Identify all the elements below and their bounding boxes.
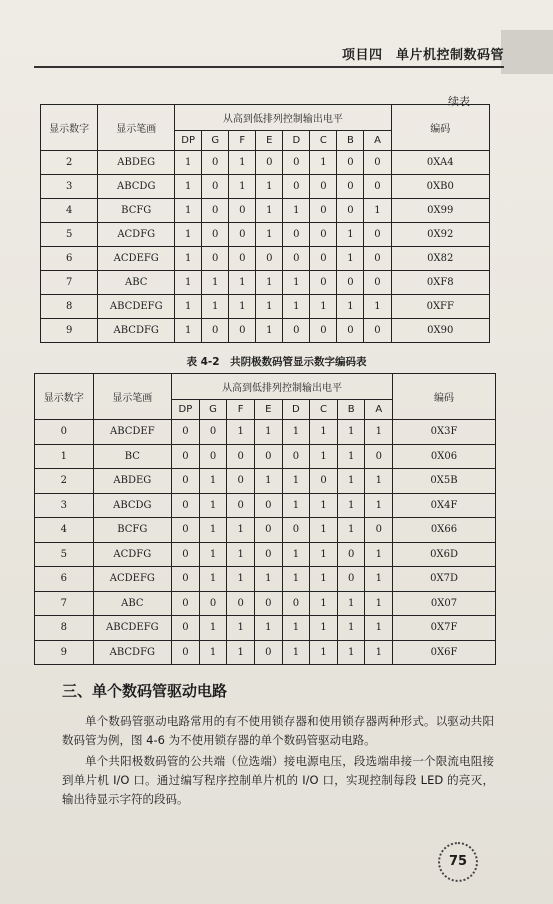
- bit-header-b: B: [337, 400, 365, 420]
- cell-segments: ABC: [98, 271, 175, 295]
- cell-bit: 0: [310, 223, 337, 247]
- cell-code: 0X4F: [393, 493, 496, 518]
- cell-bit: 0: [227, 444, 255, 469]
- bit-header-dp: DP: [175, 131, 202, 151]
- bit-header-a: A: [365, 400, 393, 420]
- cell-bit: 0: [172, 591, 200, 616]
- cell-bit: 1: [310, 542, 338, 567]
- cell-code: 0X5B: [393, 469, 496, 494]
- cell-bit: 0: [172, 567, 200, 592]
- header-code: 编码: [391, 105, 489, 151]
- cell-bit: 1: [337, 616, 365, 641]
- cell-bit: 0: [282, 518, 310, 543]
- cell-bit: 0: [310, 271, 337, 295]
- cell-bit: 1: [175, 319, 202, 343]
- cell-segments: ABCDEFG: [98, 295, 175, 319]
- cell-bit: 1: [254, 420, 282, 445]
- cell-bit: 0: [172, 616, 200, 641]
- cell-bit: 1: [337, 640, 365, 665]
- cell-bit: 0: [337, 199, 364, 223]
- cell-bit: 1: [337, 493, 365, 518]
- cell-bit: 1: [337, 247, 364, 271]
- cell-bit: 1: [365, 591, 393, 616]
- cell-bit: 0: [202, 247, 229, 271]
- cell-segments: BC: [93, 444, 171, 469]
- cell-bit: 1: [256, 271, 283, 295]
- cell-bit: 0: [254, 444, 282, 469]
- cell-bit: 0: [337, 271, 364, 295]
- cell-bit: 1: [256, 199, 283, 223]
- table-row: [35, 542, 496, 567]
- cell-bit: 0: [283, 319, 310, 343]
- table-row: [35, 469, 496, 494]
- cell-bit: 0: [310, 175, 337, 199]
- cell-bit: 1: [199, 493, 227, 518]
- cell-bit: 1: [337, 223, 364, 247]
- cell-bit: 0: [310, 247, 337, 271]
- table-row: [41, 319, 490, 343]
- cell-bit: 0: [310, 469, 338, 494]
- paragraph-1: 单个数码管驱动电路常用的有不使用锁存器和使用锁存器两种形式。以驱动共阳数码管为例，图 4-6 为不使用锁存器的单个数码管驱动电路。: [62, 714, 494, 747]
- header-digit: 显示数字: [35, 374, 94, 420]
- cell-code: 0XFF: [391, 295, 489, 319]
- cell-bit: 0: [337, 542, 365, 567]
- cell-bit: 1: [337, 295, 364, 319]
- cell-bit: 1: [227, 420, 255, 445]
- cell-code: 0X92: [391, 223, 489, 247]
- cell-bit: 1: [365, 542, 393, 567]
- continued-label: 续表: [448, 95, 470, 108]
- cell-code: 0XB0: [391, 175, 489, 199]
- cell-bit: 1: [364, 295, 391, 319]
- cell-bit: 1: [282, 616, 310, 641]
- cell-digit: 1: [35, 444, 94, 469]
- bit-header-g: G: [199, 400, 227, 420]
- cell-code: 0X90: [391, 319, 489, 343]
- bit-header-g: G: [202, 131, 229, 151]
- cell-bit: 1: [229, 175, 256, 199]
- cell-segments: ACDFG: [93, 542, 171, 567]
- bit-header-b: B: [337, 131, 364, 151]
- header-digit: 显示数字: [41, 105, 98, 151]
- cell-code: 0X82: [391, 247, 489, 271]
- cell-bit: 0: [229, 319, 256, 343]
- cell-bit: 1: [364, 199, 391, 223]
- cell-bit: 0: [365, 444, 393, 469]
- cell-bit: 0: [202, 199, 229, 223]
- cell-bit: 0: [364, 151, 391, 175]
- table-row: [41, 199, 490, 223]
- bit-header-f: F: [227, 400, 255, 420]
- cell-bit: 1: [337, 444, 365, 469]
- cell-digit: 2: [35, 469, 94, 494]
- cell-bit: 1: [199, 567, 227, 592]
- cell-code: 0X6D: [393, 542, 496, 567]
- cell-bit: 1: [175, 271, 202, 295]
- cell-bit: 0: [337, 175, 364, 199]
- cell-bit: 1: [337, 518, 365, 543]
- cell-bit: 0: [199, 591, 227, 616]
- page-number: 75: [438, 842, 478, 882]
- cell-bit: 0: [199, 444, 227, 469]
- cell-digit: 6: [35, 567, 94, 592]
- cell-bit: 1: [229, 151, 256, 175]
- cell-bit: 1: [175, 295, 202, 319]
- cell-bit: 0: [172, 444, 200, 469]
- cell-bit: 0: [283, 151, 310, 175]
- cell-bit: 0: [282, 444, 310, 469]
- header-output-levels: 从高到低排列控制输出电平: [172, 374, 393, 400]
- bit-header-dp: DP: [172, 400, 200, 420]
- cell-segments: ABDEG: [98, 151, 175, 175]
- cell-bit: 1: [175, 223, 202, 247]
- cell-segments: ABCDEFG: [93, 616, 171, 641]
- cell-bit: 0: [364, 271, 391, 295]
- cell-segments: ABC: [93, 591, 171, 616]
- cell-bit: 1: [310, 591, 338, 616]
- cell-digit: 3: [35, 493, 94, 518]
- cell-segments: ABDEG: [93, 469, 171, 494]
- cell-bit: 0: [229, 199, 256, 223]
- cell-bit: 0: [227, 493, 255, 518]
- cell-code: 0X99: [391, 199, 489, 223]
- cell-bit: 1: [282, 420, 310, 445]
- cell-bit: 1: [310, 444, 338, 469]
- cell-bit: 1: [199, 518, 227, 543]
- table-row: [41, 175, 490, 199]
- cell-digit: 9: [35, 640, 94, 665]
- cell-code: 0X7D: [393, 567, 496, 592]
- cell-bit: 0: [227, 591, 255, 616]
- cell-segments: ABCDFG: [93, 640, 171, 665]
- cell-bit: 1: [337, 469, 365, 494]
- cell-bit: 0: [229, 247, 256, 271]
- header-segments: 显示笔画: [93, 374, 171, 420]
- cell-code: 0X66: [393, 518, 496, 543]
- cell-digit: 5: [35, 542, 94, 567]
- cell-bit: 0: [202, 223, 229, 247]
- cell-bit: 0: [172, 542, 200, 567]
- cell-segments: BCFG: [98, 199, 175, 223]
- cell-bit: 1: [365, 616, 393, 641]
- cell-bit: 0: [337, 151, 364, 175]
- cell-code: 0X6F: [393, 640, 496, 665]
- cell-segments: ABCDG: [93, 493, 171, 518]
- cell-bit: 1: [175, 199, 202, 223]
- cell-bit: 0: [254, 542, 282, 567]
- cell-bit: 1: [175, 151, 202, 175]
- cell-digit: 4: [35, 518, 94, 543]
- cell-bit: 0: [227, 469, 255, 494]
- cell-bit: 1: [283, 199, 310, 223]
- cell-bit: 1: [227, 640, 255, 665]
- table-row: [41, 295, 490, 319]
- cell-bit: 1: [337, 591, 365, 616]
- cell-code: 0X7F: [393, 616, 496, 641]
- bit-header-d: D: [283, 131, 310, 151]
- bit-header-e: E: [256, 131, 283, 151]
- cell-segments: ACDEFG: [93, 567, 171, 592]
- cell-bit: 1: [175, 247, 202, 271]
- cell-segments: ACDEFG: [98, 247, 175, 271]
- cell-bit: 1: [282, 469, 310, 494]
- table-row: [41, 223, 490, 247]
- bit-header-d: D: [282, 400, 310, 420]
- cell-bit: 1: [256, 295, 283, 319]
- cell-bit: 0: [310, 199, 337, 223]
- cell-bit: 1: [310, 493, 338, 518]
- cell-digit: 5: [41, 223, 98, 247]
- cell-digit: 7: [41, 271, 98, 295]
- table-row: [35, 518, 496, 543]
- cell-code: 0X07: [393, 591, 496, 616]
- cell-bit: 1: [199, 542, 227, 567]
- cell-bit: 0: [365, 518, 393, 543]
- header-segments: 显示笔画: [98, 105, 175, 151]
- cell-digit: 8: [41, 295, 98, 319]
- cell-bit: 1: [310, 567, 338, 592]
- bit-header-f: F: [229, 131, 256, 151]
- table-row: [35, 616, 496, 641]
- cell-bit: 0: [283, 223, 310, 247]
- cell-bit: 0: [364, 319, 391, 343]
- table-row: [35, 567, 496, 592]
- cell-bit: 1: [310, 420, 338, 445]
- cell-bit: 1: [175, 175, 202, 199]
- cell-bit: 0: [254, 640, 282, 665]
- cell-bit: 1: [202, 295, 229, 319]
- cell-digit: 6: [41, 247, 98, 271]
- section-heading: 三、单个数码管驱动电路: [62, 682, 228, 700]
- cell-bit: 0: [283, 175, 310, 199]
- cell-bit: 1: [282, 493, 310, 518]
- cell-bit: 1: [365, 469, 393, 494]
- cell-bit: 0: [202, 151, 229, 175]
- cell-bit: 1: [310, 640, 338, 665]
- cell-code: 0XF8: [391, 271, 489, 295]
- cell-bit: 0: [172, 420, 200, 445]
- cell-bit: 1: [256, 223, 283, 247]
- cell-bit: 1: [229, 271, 256, 295]
- cell-bit: 0: [337, 567, 365, 592]
- cell-bit: 0: [364, 175, 391, 199]
- cell-bit: 0: [202, 175, 229, 199]
- paragraph-2: 单个共阳极数码管的公共端（位选端）接电源电压，段选端串接一个限流电阻接到单片机 I/O 口。通过编写程序控制单片机的 I/O 口，实现控制每段 LED 的亮灭，输出待显示字符的段码。: [62, 754, 494, 806]
- cell-digit: 0: [35, 420, 94, 445]
- cell-bit: 0: [310, 319, 337, 343]
- cell-bit: 1: [283, 271, 310, 295]
- cell-bit: 0: [283, 247, 310, 271]
- cell-bit: 0: [199, 420, 227, 445]
- cell-bit: 1: [227, 518, 255, 543]
- running-header: [34, 40, 504, 68]
- cell-digit: 9: [41, 319, 98, 343]
- cell-bit: 0: [172, 493, 200, 518]
- cell-segments: ABCDG: [98, 175, 175, 199]
- cell-code: 0X06: [393, 444, 496, 469]
- cell-segments: ABCDEF: [93, 420, 171, 445]
- cell-code: 0X3F: [393, 420, 496, 445]
- cell-bit: 1: [256, 175, 283, 199]
- cell-bit: 1: [227, 542, 255, 567]
- header-output-levels: 从高到低排列控制输出电平: [175, 105, 391, 131]
- bit-header-e: E: [254, 400, 282, 420]
- cell-segments: BCFG: [93, 518, 171, 543]
- cell-bit: 1: [254, 567, 282, 592]
- cell-bit: 1: [283, 295, 310, 319]
- bit-header-c: C: [310, 400, 338, 420]
- cell-bit: 1: [310, 295, 337, 319]
- cell-segments: ACDFG: [98, 223, 175, 247]
- cell-bit: 1: [199, 640, 227, 665]
- cell-bit: 1: [337, 420, 365, 445]
- cell-bit: 0: [364, 247, 391, 271]
- cell-bit: 0: [229, 223, 256, 247]
- cell-digit: 7: [35, 591, 94, 616]
- cell-digit: 3: [41, 175, 98, 199]
- cell-digit: 2: [41, 151, 98, 175]
- cell-bit: 0: [202, 319, 229, 343]
- cell-bit: 1: [199, 616, 227, 641]
- cell-bit: 0: [172, 518, 200, 543]
- table-row: [35, 591, 496, 616]
- cell-bit: 0: [337, 319, 364, 343]
- cell-bit: 1: [310, 616, 338, 641]
- cell-bit: 1: [254, 469, 282, 494]
- cell-bit: 1: [310, 518, 338, 543]
- header-title: 项目四 单片机控制数码管: [341, 48, 504, 63]
- table-row: [35, 640, 496, 665]
- table-row: [35, 444, 496, 469]
- cell-bit: 1: [365, 493, 393, 518]
- table-row: [41, 271, 490, 295]
- table-row: [41, 151, 490, 175]
- cell-bit: 1: [227, 567, 255, 592]
- cell-bit: 1: [229, 295, 256, 319]
- cell-bit: 1: [254, 616, 282, 641]
- cell-bit: 1: [365, 567, 393, 592]
- bit-header-a: A: [364, 131, 391, 151]
- cell-bit: 1: [202, 271, 229, 295]
- bit-header-c: C: [310, 131, 337, 151]
- cell-bit: 1: [365, 640, 393, 665]
- cell-bit: 0: [282, 591, 310, 616]
- cell-bit: 0: [256, 151, 283, 175]
- cell-bit: 1: [256, 319, 283, 343]
- table-row: [41, 247, 490, 271]
- cell-digit: 4: [41, 199, 98, 223]
- cell-digit: 8: [35, 616, 94, 641]
- cell-bit: 1: [227, 616, 255, 641]
- cell-bit: 0: [254, 493, 282, 518]
- anode-code-table-continued: [40, 104, 490, 343]
- cell-bit: 1: [282, 567, 310, 592]
- cell-bit: 1: [282, 640, 310, 665]
- cell-bit: 0: [256, 247, 283, 271]
- cathode-code-table: [34, 373, 496, 665]
- cell-bit: 0: [172, 640, 200, 665]
- cell-code: 0XA4: [391, 151, 489, 175]
- cell-bit: 1: [282, 542, 310, 567]
- cell-segments: ABCDFG: [98, 319, 175, 343]
- table-row: [35, 420, 496, 445]
- cell-bit: 0: [172, 469, 200, 494]
- cell-bit: 0: [254, 591, 282, 616]
- table-caption: 表 4-2 共阴极数码管显示数字编码表: [186, 356, 367, 368]
- cell-bit: 1: [365, 420, 393, 445]
- cell-bit: 1: [310, 151, 337, 175]
- cell-bit: 0: [364, 223, 391, 247]
- cell-bit: 1: [199, 469, 227, 494]
- page-edge-tab: [501, 30, 553, 74]
- table-row: [35, 493, 496, 518]
- cell-bit: 0: [254, 518, 282, 543]
- header-code: 编码: [393, 374, 496, 420]
